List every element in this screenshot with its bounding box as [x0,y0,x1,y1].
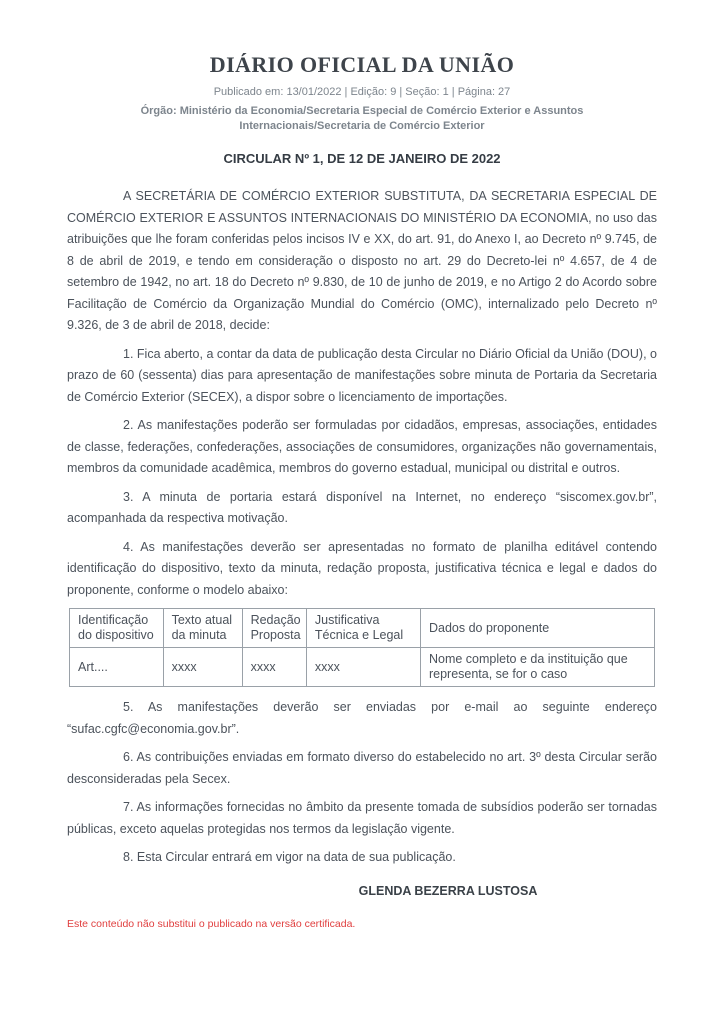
item-8-paragraph: 8. Esta Circular entrará em vigor na data de sua publicação. [123,850,456,864]
publication-meta: Publicado em: 13/01/2022 | Edição: 9 | Seção: 1 | Página: 27 [213,86,511,98]
table-header-cell: Dados do proponente [420,609,654,648]
table-cell: Art.... [70,648,164,687]
proposal-model-table [69,608,655,687]
certification-disclaimer: Este conteúdo não substitui o publicado na versão certificada. [67,917,356,930]
table-header-cell: Redação Proposta [242,609,306,648]
item-3-paragraph: 3. A minuta de portaria estará disponível na Internet, no endereço “siscomex.gov.br”, acompanhada da respectiva motivação. [67,489,657,525]
organ-line: Órgão: Ministério da Economia/Secretaria Especial de Comércio Exterior e Assuntos Internacionais/Secretaria de Comércio Exterior [140,105,584,132]
circular-title: CIRCULAR Nº 1, DE 12 DE JANEIRO DE 2022 [223,151,501,166]
table-header-row [70,609,655,648]
document-header [67,52,657,134]
table-header-cell: Justificativa Técnica e Legal [306,609,420,648]
item-5-paragraph: 5. As manifestações deverão ser enviadas por e-mail ao seguinte endereço “sufac.cgfc@economia.gov.br”. [67,700,657,736]
table-cell: xxxx [306,648,420,687]
item-2-paragraph: 2. As manifestações poderão ser formuladas por cidadãos, empresas, associações, entidades de classe, federações, confederações, associações de consumidores, organizações não governamentais, membros da comunidade acadêmica, membros do governo estadual, municipal ou distrital e outros. [67,418,657,475]
item-1-paragraph: 1. Fica aberto, a contar da data de publicação desta Circular no Diário Oficial da União (DOU), o prazo de 60 (sessenta) dias para apresentação de manifestações sobre minuta de Portaria da Secretaria de Comércio Exterior (SECEX), a dispor sobre o licenciamento de importações. [67,346,657,404]
item-7-paragraph: 7. As informações fornecidas no âmbito da presente tomada de subsídios poderão ser tornadas públicas, exceto aquelas protegidas nos termos da legislação vigente. [67,800,657,836]
item-6-paragraph: 6. As contribuições enviadas em formato diverso do estabelecido no art. 3º desta Circular serão desconsideradas pela Secex. [67,750,657,786]
table-header-cell: Texto atual da minuta [163,609,242,648]
table-row [70,648,655,687]
table-cell: xxxx [163,648,242,687]
preamble-paragraph: A SECRETÁRIA DE COMÉRCIO EXTERIOR SUBSTITUTA, DA SECRETARIA ESPECIAL DE COMÉRCIO EXTERIOR E ASSUNTOS INTERNACIONAIS DO MINISTÉRIO DA ECONOMIA, no uso das atribuições que lhe foram conferidas pelos incisos IV e XX, do art. 91, do Anexo I, ao Decreto nº 9.745, de 8 de abril de 2019, e tendo em consideração o disposto no art. 29 do Decreto-lei nº 4.657, de 4 de setembro de 1942, no art. 18 do Decreto nº 9.830, de 10 de junho de 2019, e no Artigo 2 do Acordo sobre Facilitação de Comércio da Organização Mundial do Comércio (OMC), internalizado pelo Decreto nº 9.326, de 3 de abril de 2018, decide: [67,189,657,332]
table-cell: Nome completo e da instituição que representa, se for o caso [420,648,654,687]
item-4-paragraph: 4. As manifestações deverão ser apresentadas no formato de planilha editável contendo identificação do dispositivo, texto da minuta, redação proposta, justificativa técnica e legal e dados do proponente, conforme o modelo abaixo: [67,539,657,597]
table-cell: xxxx [242,648,306,687]
signature-name: GLENDA BEZERRA LUSTOSA [358,883,538,898]
masthead-title: DIÁRIO OFICIAL DA UNIÃO [209,52,515,77]
table-header-cell: Identificação do dispositivo [70,609,164,648]
